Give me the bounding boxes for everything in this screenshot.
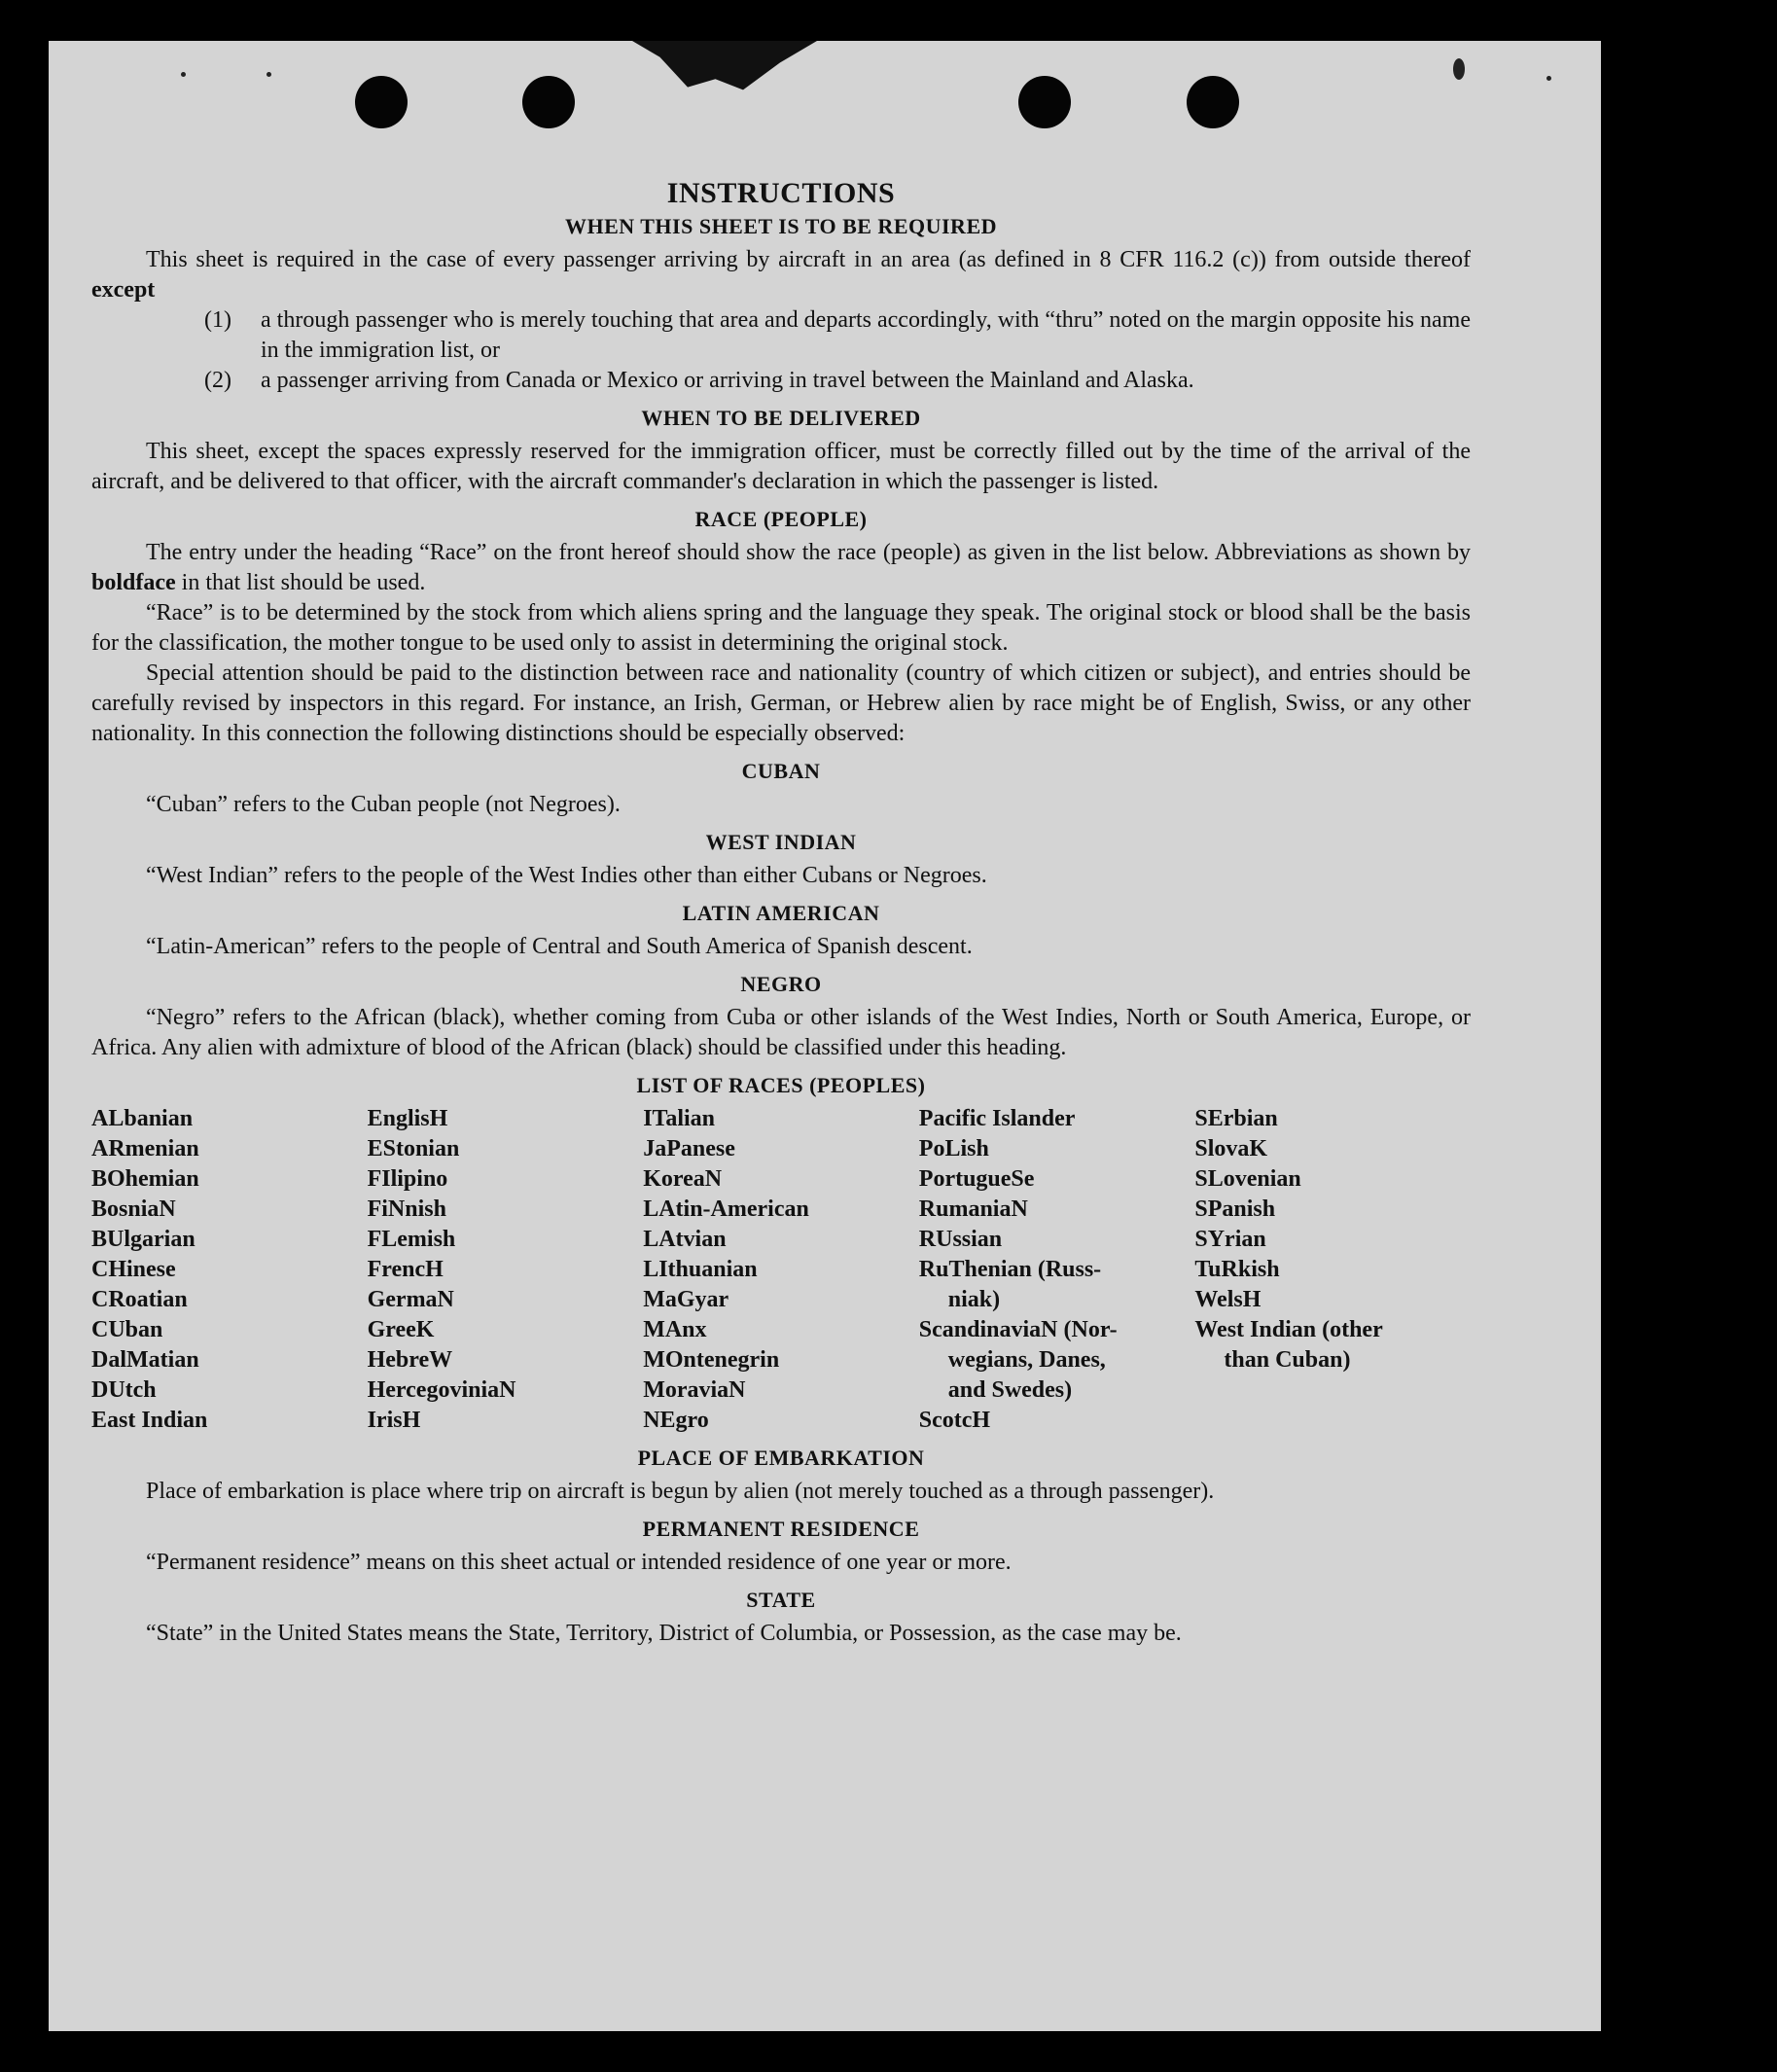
race-entry: SYrian [1194,1227,1266,1252]
race-entry: SPanish [1194,1197,1276,1222]
race-entry: RuThenian (Russ- [918,1257,1102,1282]
race-entry: West Indian (other [1194,1317,1383,1342]
race-entry: EStonian [367,1136,460,1161]
section-heading-residence: PERMANENT RESIDENCE [642,1517,920,1541]
race-entry: MaGyar [643,1287,729,1312]
race-entry: MAnx [643,1317,707,1342]
race-entry: LAtvian [643,1227,727,1252]
punch-hole [1187,76,1239,128]
state-text: “State” in the United States means the State, Territory, District of Columbia, or Possession, as the case may be. [146,1621,1182,1646]
race-paragraph: The entry under the heading “Race” on the front hereof should show the race (people) as given in the list below. Abbreviations as shown by boldface in that list should be used. [91,540,1471,595]
race-entry: FrencH [367,1257,444,1282]
section-heading-state: STATE [746,1588,816,1612]
race-entry: IrisH [367,1408,421,1433]
race-entry: PoLish [918,1136,989,1161]
race-entry: RumaniaN [918,1197,1028,1222]
races-column [1194,1104,1471,1436]
race-entry: HercegoviniaN [367,1377,516,1403]
races-column [368,1104,644,1436]
section-heading-embarkation: PLACE OF EMBARKATION [637,1446,925,1470]
races-column [643,1104,919,1436]
section-heading-negro: NEGRO [740,972,822,996]
speck [267,72,271,77]
cuban-text: “Cuban” refers to the Cuban people (not Negroes). [146,792,621,817]
negro-text: “Negro” refers to the African (black), whether coming from Cuba or other islands of the West Indies, North or South America, Europe, or Africa. Any alien with admixture of blood of the African (black) should be classified under this heading. [91,1005,1471,1060]
race-entry: PortugueSe [918,1166,1035,1192]
race-entry: RUssian [918,1227,1003,1252]
races-column [91,1104,368,1436]
race-entry: niak) [947,1287,1001,1312]
punch-hole [1018,76,1071,128]
race-entry: and Swedes) [947,1377,1073,1403]
section-heading-delivered: WHEN TO BE DELIVERED [641,406,921,430]
race-entry: SErbian [1194,1106,1278,1131]
race-entry: BosniaN [91,1197,176,1222]
race-entry: ALbanian [91,1106,194,1131]
race-entry: GermaN [367,1287,454,1312]
race-entry: SLovenian [1194,1166,1301,1192]
speck [1453,58,1465,80]
race-entry: FiNnish [367,1197,446,1222]
exception-item: (1) a through passenger who is merely touching that area and departs accordingly, with “thru” noted on the margin opposite his name in the immigration list, or [204,307,1471,363]
instructions-content [91,177,1471,1649]
race-entry: East Indian [91,1408,208,1433]
section-heading-west-indian: WEST INDIAN [705,830,857,854]
race-entry: Pacific Islander [918,1106,1076,1131]
punch-hole [522,76,575,128]
race-entry: TuRkish [1194,1257,1280,1282]
section-heading-cuban: CUBAN [741,759,821,783]
race-entry: DUtch [91,1377,157,1403]
race-entry: LIthuanian [643,1257,758,1282]
speck [181,72,186,77]
race-entry: ScotcH [918,1408,991,1433]
race-entry: BOhemian [91,1166,199,1192]
race-entry: KoreaN [643,1166,723,1192]
latin-american-text: “Latin-American” refers to the people of Central and South America of Spanish descent. [146,934,973,959]
races-list [91,1104,1471,1436]
race-entry: ITalian [643,1106,716,1131]
race-entry: EnglisH [367,1106,448,1131]
speck [1546,76,1551,81]
race-entry: MoraviaN [643,1377,746,1403]
page-title: INSTRUCTIONS [666,177,896,209]
races-column [919,1104,1195,1436]
race-entry: ScandinaviaN (Nor- [918,1317,1118,1342]
race-entry: MOntenegrin [643,1347,780,1373]
race-paragraph: “Race” is to be determined by the stock from which aliens spring and the language they speak. The original stock or blood shall be the basis for the classification, the mother tongue to be used only to assist in determining the original stock. [91,600,1471,656]
race-entry: JaPanese [643,1136,735,1161]
section-heading-races-list: LIST OF RACES (PEOPLES) [636,1073,926,1097]
race-entry: ARmenian [91,1136,199,1161]
punch-hole [355,76,408,128]
document-sheet [49,41,1601,2031]
section-heading-race: RACE (PEOPLE) [694,507,868,531]
race-entry: BUlgarian [91,1227,195,1252]
race-entry: FLemish [367,1227,456,1252]
race-entry: DalMatian [91,1347,199,1373]
race-entry: FIlipino [367,1166,448,1192]
race-entry: CUban [91,1317,163,1342]
race-entry: LAtin-American [643,1197,809,1222]
race-entry: wegians, Danes, [947,1347,1106,1373]
race-entry: CHinese [91,1257,176,1282]
exception-item: (2) a passenger arriving from Canada or Mexico or arriving in travel between the Mainland and Alaska. [204,368,1194,393]
residence-text: “Permanent residence” means on this sheet actual or intended residence of one year or more. [146,1550,1012,1575]
required-intro: This sheet is required in the case of every passenger arriving by aircraft in an area (as defined in 8 CFR 116.2 (c)) from outside thereof except [91,247,1471,303]
race-entry: than Cuban) [1224,1347,1351,1373]
race-paragraph: Special attention should be paid to the distinction between race and nationality (country of which citizen or subject), and entries should be carefully revised by inspectors in this regard. For instance, an Irish, German, or Hebrew alien by race might be of English, Swiss, or any other nationality. In this connection the following distinctions should be especially observed: [91,661,1471,746]
embarkation-text: Place of embarkation is place where trip on aircraft is begun by alien (not merely touched as a through passenger). [146,1479,1215,1504]
section-heading-latin-american: LATIN AMERICAN [682,901,880,925]
delivered-text: This sheet, except the spaces expressly reserved for the immigration officer, must be correctly filled out by the time of the arrival of the aircraft, and be delivered to that officer, with the aircraft commander's declaration in which the passenger is listed. [91,439,1471,494]
race-entry: HebreW [367,1347,453,1373]
race-entry: NEgro [643,1408,709,1433]
race-entry: SlovaK [1194,1136,1268,1161]
torn-edge [632,41,817,95]
west-indian-text: “West Indian” refers to the people of the West Indies other than either Cubans or Negroes. [146,863,987,888]
race-entry: GreeK [367,1317,435,1342]
race-entry: CRoatian [91,1287,188,1312]
race-entry: WelsH [1194,1287,1262,1312]
section-heading-required: WHEN THIS SHEET IS TO BE REQUIRED [564,214,998,238]
